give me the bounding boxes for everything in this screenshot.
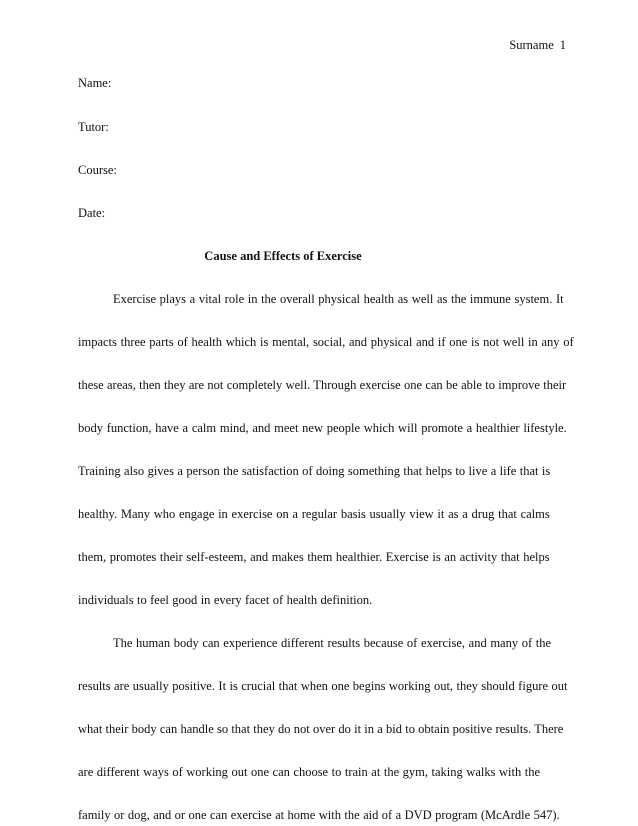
paragraph-line: individuals to feel good in every facet of health definition. <box>78 593 373 607</box>
paragraph-line: family or dog, and or one can exercise at home with the aid of a DVD program (McArdle 547). <box>78 808 560 822</box>
paragraph-line: are different ways of working out one can choose to train at the gym, taking walks with the <box>78 765 541 779</box>
paragraph-line: these areas, then they are not completely well. Through exercise one can be able to improve their <box>78 378 567 392</box>
header-page-number: 1 <box>559 38 566 52</box>
paragraph-line: impacts three parts of health which is mental, social, and physical and if one is not well in any of <box>78 335 574 349</box>
header-surname: Surname <box>509 38 554 52</box>
essay-title: Cause and Effects of Exercise <box>204 249 362 263</box>
heading-name: Name: <box>78 76 112 90</box>
paragraph-line: what their body can handle so that they do not over do it in a bid to obtain positive results. There <box>78 722 564 736</box>
paragraph-line: them, promotes their self-esteem, and makes them healthier. Exercise is an activity that helps <box>78 550 550 564</box>
paragraph-line: Exercise plays a vital role in the overall physical health as well as the immune system. It <box>113 292 564 306</box>
running-header <box>509 38 566 53</box>
paragraph-line: The human body can experience different results because of exercise, and many of the <box>113 636 552 650</box>
heading-course: Course: <box>78 163 117 177</box>
paragraph-line: Training also gives a person the satisfaction of doing something that helps to live a life that is <box>78 464 551 478</box>
heading-date: Date: <box>78 206 106 220</box>
paragraph-line: healthy. Many who engage in exercise on a regular basis usually view it as a drug that calms <box>78 507 550 521</box>
paragraph-line: body function, have a calm mind, and meet new people which will promote a healthier lifestyle. <box>78 421 567 435</box>
heading-tutor: Tutor: <box>78 120 109 134</box>
paragraph-line: results are usually positive. It is crucial that when one begins working out, they should figure out <box>78 679 568 693</box>
